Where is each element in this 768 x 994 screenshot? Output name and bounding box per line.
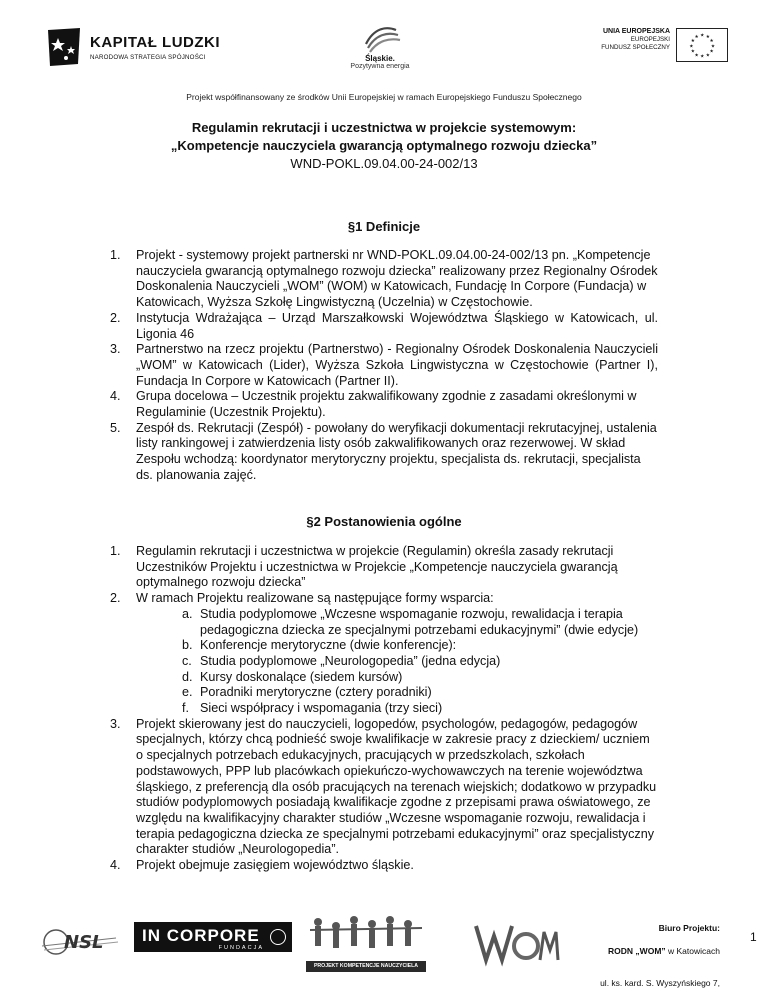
svg-text:★: ★ — [710, 44, 716, 50]
sub-item-text: Studia podyplomowe „Neurologopedia” (jedna edycja) — [200, 653, 501, 668]
list-item-text: W ramach Projektu realizowane są następujące formy wsparcia: — [136, 591, 494, 606]
list-item-text: Partnerstwo na rzecz projektu (Partnerstwo) - Regionalny Ośrodek Doskonalenia Nauczycieli „WOM” w Katowicach (Lider), Wyższa Szkoła Lingwistyczna w Częstochowie (Partner I), Fundacja In Corpore w Katowicach (Partner II). — [136, 342, 658, 388]
document-title-line-1: Regulamin rekrutacji i uczestnictwa w projekcie systemowym: — [191, 120, 577, 135]
wom-logo-icon — [470, 918, 560, 968]
list-item-number: 4. — [110, 389, 121, 404]
cofinancing-note: Projekt współfinansowany ze środków Unii Europejskiej w ramach Europejskiego Funduszu Społecznego — [186, 92, 582, 102]
kapital-ludzki-title: KAPITAŁ LUDZKI — [90, 34, 221, 51]
sub-list-item — [182, 701, 658, 717]
svg-text:★: ★ — [689, 44, 694, 50]
general-provisions-list — [110, 544, 658, 874]
list-item — [110, 591, 658, 717]
list-item-text: Instytucja Wdrażająca – Urząd Marszałkowski Województwa Śląskiego w Katowicach, ul. Ligonia 46 — [136, 310, 658, 341]
list-item-number: 3. — [110, 716, 121, 731]
sub-list-item — [182, 670, 658, 686]
page-number: 1 — [750, 930, 757, 944]
projekt-kompetencje-logo — [306, 914, 426, 972]
sub-list-item — [182, 685, 658, 701]
eu-line-3: FUNDUSZ SPOŁECZNY — [601, 44, 670, 51]
list-item-text: Regulamin rekrutacji i uczestnictwa w projekcie (Regulamin) określa zasady rekrutacji Uczestników Projektu i uczestnictwa w Projekcie „Kompetencje nauczyciela gwarancją optymalnego rozwoju dziecka” — [136, 544, 618, 590]
list-item — [110, 421, 658, 484]
list-item-number: 5. — [110, 420, 121, 435]
svg-text:★: ★ — [709, 49, 714, 55]
in-corpore-logo — [134, 922, 292, 952]
list-item-text: Projekt skierowany jest do nauczycieli, logopedów, psychologów, pedagogów, pedagogów specjalnych, którzy chcą podnieść swoje kwalifikacje w zakresie pracy z dzieckiem/ uczniem o specjalnych potrzebach edukacyjnych, pracujących w przedszkolach, szkołach podstawowych, PPP lub placówkach opiekuńczo-wychowawczych na terenie województwa śląskiego, z preferencją dla osób pracujących na terenach wiejskich; dodatkowo w przypadku studiów podyplomowych posiadają kwalifikacje zgodne z przepisami prawa oświatowego, ze względu na kwalifikacyjny charakter studiów „Wczesne wspomaganie rozwoju, rewalidacja i terapia pedagogiczna dziecka ze specjalnymi potrzebami edukacyjnymi” oraz specjalistyczny charakter studiów „Neurologopedia”. — [136, 716, 657, 857]
project-office-city: w Katowicach — [665, 946, 720, 956]
sub-list-item — [182, 638, 658, 654]
sub-item-letter: e. — [182, 685, 193, 700]
svg-text:★: ★ — [705, 53, 710, 59]
list-item-number: 2. — [110, 591, 121, 606]
list-item-text: Projekt - systemowy projekt partnerski nr WND-POKL.09.04.00-24-002/13 pn. „Kompetencje nauczyciela gwarancją optymalnego rozwoju dziecka” realizowany przez Regionalny Ośrodek Doskonalenia Nauczycieli „WOM” (WOM) w Katowicach, Fundację In Corpore (Fundacja) w Katowicach, Wyższa Szkołę Lingwistyczną (Uczelnia) w Częstochowie. — [136, 248, 658, 310]
svg-text:★: ★ — [694, 35, 699, 41]
project-office-rodn: RODN „WOM” — [608, 946, 666, 956]
project-office-address: ul. ks. kard. S. Wyszyńskiego 7, — [600, 978, 720, 988]
list-item — [110, 544, 658, 591]
sub-item-letter: c. — [182, 653, 192, 668]
in-corpore-subtitle: FUNDACJA — [218, 945, 264, 951]
list-item-number: 1. — [110, 544, 121, 558]
sub-list-item — [182, 654, 658, 670]
list-item-number: 1. — [110, 248, 121, 262]
sub-item-letter: d. — [182, 669, 193, 684]
svg-text:★: ★ — [700, 33, 705, 39]
list-item-text: Zespół ds. Rekrutacji (Zespół) - powołany do weryfikacji dokumentacji rekrutacyjnej, ustalenia listy rankingowej i zatwierdzenia listy osób zakwalifikowanych oraz rezerwowej. W skład Zespołu wchodzą: koordynator merytoryczny projektu, specjalista ds. rekrutacji, specjalista ds. planowania zajęć. — [136, 420, 657, 482]
sub-item-letter: f. — [182, 701, 189, 716]
sub-item-text: Kursy doskonalące (siedem kursów) — [200, 669, 403, 684]
section-1-heading: §1 Definicje — [347, 219, 421, 234]
svg-text:★: ★ — [690, 39, 695, 45]
eu-logo — [578, 28, 728, 64]
sub-list-item — [182, 607, 658, 638]
svg-text:★: ★ — [690, 49, 695, 55]
eu-flag-icon — [676, 28, 728, 62]
sub-item-letter: a. — [182, 606, 193, 621]
sub-item-letter: b. — [182, 638, 193, 653]
svg-text:★: ★ — [694, 53, 699, 59]
list-item — [110, 717, 658, 858]
project-office-title: Biuro Projektu: — [658, 923, 720, 933]
support-forms-list — [136, 607, 658, 717]
svg-text:★: ★ — [705, 35, 710, 41]
list-item-text: Grupa docelowa – Uczestnik projektu zakwalifikowany zgodnie z zasadami określonymi w Regulaminie (Uczestnik Projektu). — [136, 389, 637, 420]
slaskie-logo — [340, 22, 420, 78]
svg-text:★: ★ — [700, 54, 705, 60]
children-figures-icon — [306, 914, 426, 960]
in-corpore-name: IN CORPORE — [142, 926, 260, 945]
eu-line-2: EUROPEJSKI — [630, 36, 670, 43]
project-office-name — [560, 946, 720, 956]
list-item-number: 4. — [110, 858, 121, 873]
sub-item-text: Konferencje merytoryczne (dwie konferencje): — [200, 638, 457, 653]
sub-item-text: Studia podyplomowe „Wczesne wspomaganie rozwoju, rewalidacja i terapia pedagogiczna dziecka ze specjalnymi potrzebami edukacyjnymi” (dwie edycje) — [200, 606, 639, 637]
list-item — [110, 248, 658, 311]
document-project-number: WND-POKL.09.04.00-24-002/13 — [290, 156, 478, 171]
eu-line-1: UNIA EUROPEJSKA — [602, 28, 670, 35]
projekt-kompetencje-label: PROJEKT KOMPETENCJE NAUCZYCIELA — [306, 961, 426, 972]
list-item — [110, 858, 658, 874]
list-item — [110, 311, 658, 342]
document-title-line-2: „Kompetencje nauczyciela gwarancją optymalnego rozwoju dziecka” — [170, 138, 598, 153]
eu-text — [601, 28, 670, 52]
in-corpore-emblem-icon — [270, 929, 286, 945]
nsl-logo-icon — [38, 918, 122, 966]
svg-text:★: ★ — [709, 39, 714, 45]
section-2-heading: §2 Postanowienia ogólne — [306, 514, 462, 529]
kapital-ludzki-emblem-icon — [44, 26, 84, 68]
sub-item-text: Sieci współpracy i wspomagania (trzy sieci) — [200, 701, 443, 716]
slaskie-name: Śląskie. — [365, 54, 395, 63]
list-item-number: 2. — [110, 310, 121, 325]
kapital-ludzki-subtitle: NARODOWA STRATEGIA SPÓJNOŚCI — [90, 54, 206, 61]
list-item — [110, 342, 658, 389]
definitions-list — [110, 248, 658, 484]
sub-item-text: Poradniki merytoryczne (cztery poradniki) — [200, 685, 432, 700]
svg-text:NSL: NSL — [64, 932, 104, 953]
list-item — [110, 389, 658, 420]
kapital-ludzki-logo — [44, 26, 244, 72]
slaskie-tagline: Pozytywna energia — [350, 63, 410, 70]
list-item-number: 3. — [110, 342, 121, 357]
slaskie-swirl-icon — [358, 22, 402, 54]
list-item-text: Projekt obejmuje zasięgiem województwo śląskie. — [136, 858, 414, 873]
